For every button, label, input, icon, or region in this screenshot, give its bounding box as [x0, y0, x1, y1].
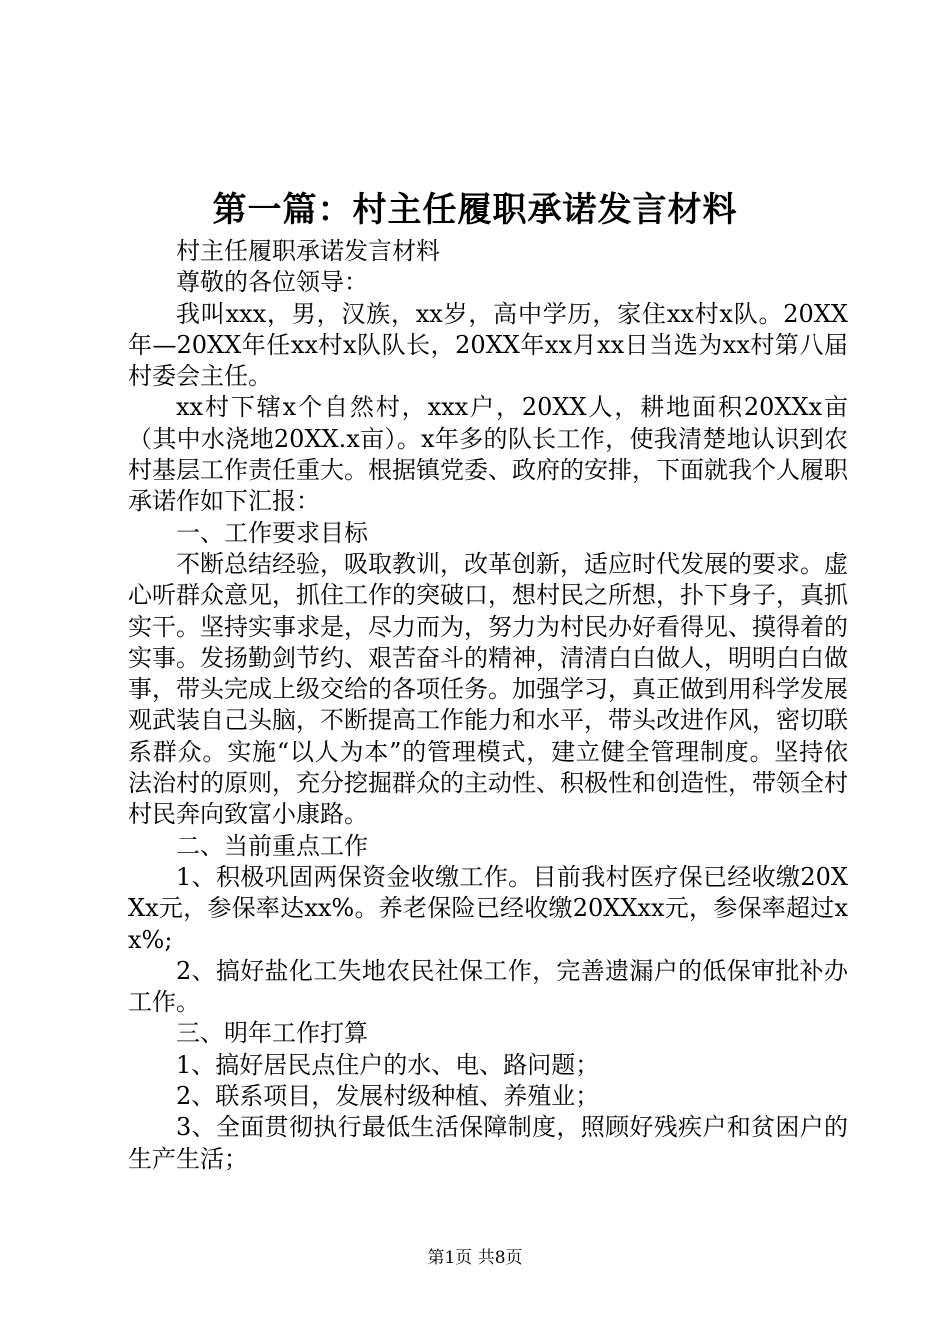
document-title: 第一篇：村主任履职承诺发言材料	[212, 190, 738, 230]
page-number-footer: 第1页 共8页	[427, 1248, 523, 1268]
next-year-item-2: 2、联系项目，发展村级种植、养殖业；	[176, 1082, 600, 1111]
village-overview-paragraph: xx村下辖x个自然村，xxx户，20XX人，耕地面积20XXx亩（其中水浇地20XX.x亩）。x年多的队长工作，使我清楚地认识到农村基层工作责任重大。根据镇党委、政府的安排，下面就我个人履职承诺作如下汇报：	[128, 393, 848, 516]
intro-paragraph: 我叫xxx，男，汉族，xx岁，高中学历，家住xx村x队。20XX年—20XX年任xx村x队队长，20XX年xx月xx日当选为xx村第八届村委会主任。	[128, 299, 848, 391]
section-heading-goals: 一、工作要求目标	[176, 518, 368, 547]
next-year-item-3: 3、全面贯彻执行最低生活保障制度，照顾好残疾户和贫困户的生产生活；	[128, 1113, 848, 1173]
document-body	[128, 236, 848, 1175]
goals-paragraph: 不断总结经验，吸取教训，改革创新，适应时代发展的要求。虚心听群众意见，抓住工作的突破口，想村民之所想，扑下身子，真抓实干。坚持实事求是，尽力而为，努力为村民办好看得见、摸得着的实事。发扬勤剑节约、艰苦奋斗的精神，清清白白做人，明明白白做事，带头完成上级交给的各项任务。加强学习，真正做到用科学发展观武装自己头脑，不断提高工作能力和水平，带头改进作风，密切联系群众。实施“以人为本”的管理模式，建立健全管理制度。坚持依法治村的原则，充分挖掘群众的主动性、积极性和创造性，带领全村村民奔向致富小康路。	[128, 549, 848, 829]
current-work-item-2: 2、搞好盐化工失地农民社保工作，完善遗漏户的低保审批补办工作。	[128, 956, 848, 1017]
next-year-item-1: 1、搞好居民点住户的水、电、路问题；	[176, 1050, 600, 1079]
current-work-item-1: 1、积极巩固两保资金收缴工作。目前我村医疗保已经收缴20XXx元，参保率达xx%。养老保险已经收缴20XXxx元，参保率超过xx%;	[128, 862, 848, 954]
section-heading-current-work: 二、当前重点工作	[176, 831, 368, 860]
salutation-paragraph: 尊敬的各位领导：	[176, 268, 368, 297]
section-heading-next-year: 三、明年工作打算	[176, 1019, 368, 1048]
subtitle-paragraph: 村主任履职承诺发言材料	[176, 237, 440, 265]
